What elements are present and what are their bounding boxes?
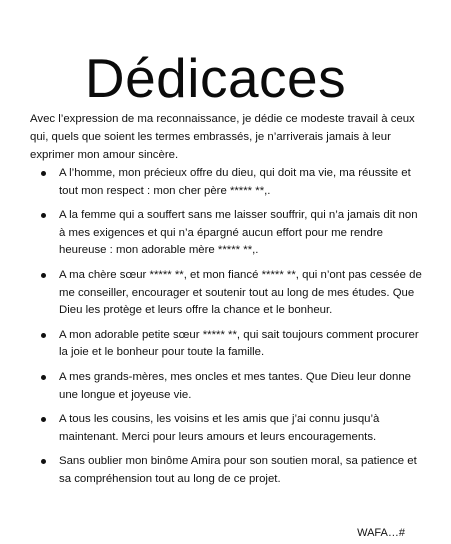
bullet-icon bbox=[41, 417, 46, 422]
signature: WAFA…# bbox=[357, 527, 405, 539]
list-item-text: A mes grands-mères, mes oncles et mes tantes. Que Dieu leur donne une longue et joyeuse vie. bbox=[59, 370, 412, 401]
list-item bbox=[38, 267, 423, 320]
list-item bbox=[38, 411, 423, 446]
list-item-text: A l’homme, mon précieux offre du dieu, qui doit ma vie, ma réussite et tout mon respect : mon cher père ***** **,. bbox=[59, 167, 411, 197]
list-item-text: Sans oublier mon binôme Amira pour son soutien moral, sa patience et sa compréhension tout au long de ce projet. bbox=[59, 455, 417, 485]
bullet-icon bbox=[41, 333, 46, 338]
list-item bbox=[38, 165, 423, 200]
bullet-icon bbox=[41, 171, 46, 176]
bullet-icon bbox=[41, 273, 46, 278]
intro-paragraph: Avec l’expression de ma reconnaissance, je dédie ce modeste travail à ceux qui, quels que soient les termes embrassés, je n’arriverais jamais à leur exprimer mon amour sincère. bbox=[30, 113, 415, 161]
list-item bbox=[38, 327, 423, 362]
list-item-text: A la femme qui a souffert sans me laisser souffrir, qui n’a jamais dit non à mes exigences et qui n’a épargné aucun effort pour me rendre heureuse : mon adorable mère ***** **,. bbox=[59, 209, 418, 257]
list-item-text: A mon adorable petite sœur ***** **, qui sait toujours comment procurer la joie et le bonheur pour toute la famille. bbox=[59, 328, 419, 359]
page-title: Dédicaces bbox=[84, 46, 347, 109]
dedication-list bbox=[38, 165, 423, 496]
bullet-icon bbox=[41, 375, 46, 380]
bullet-icon bbox=[41, 213, 46, 218]
list-item bbox=[38, 453, 423, 488]
list-item bbox=[38, 207, 423, 260]
bullet-icon bbox=[41, 459, 46, 464]
list-item bbox=[38, 369, 423, 404]
list-item-text: A ma chère sœur ***** **, et mon fiancé ***** **, qui n’ont pas cessée de me conseiller, encourager et soutenir tout au long de mes études. Que Dieu les protège et leurs offre la chance et le bonheur. bbox=[59, 268, 422, 317]
list-item-text: A tous les cousins, les voisins et les amis que j’ai connu jusqu’à maintenant. Merci pour leurs amours et leurs encouragements. bbox=[59, 413, 380, 443]
